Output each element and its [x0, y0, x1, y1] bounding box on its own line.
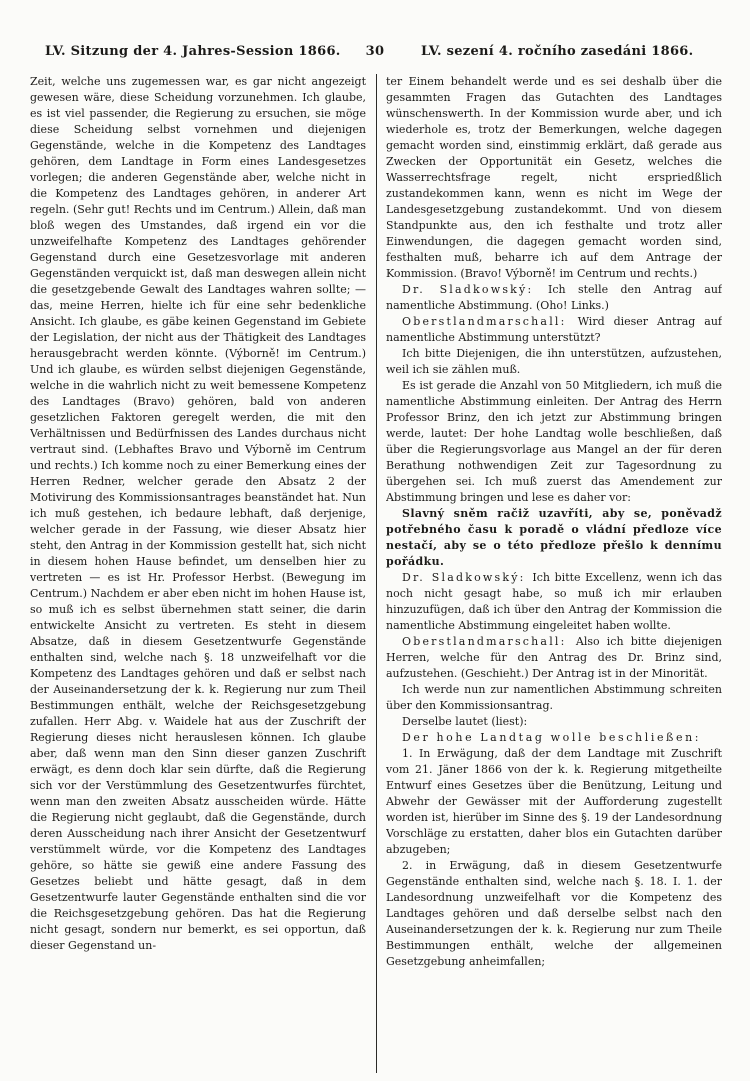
paragraph: Ich bitte Diejenigen, die ihn unterstützen, aufzustehen, weil ich sie zählen muß.	[386, 347, 722, 376]
paragraph: Oberstlandmarschall: Wird dieser Antrag auf namentliche Abstimmung unterstützt?	[386, 315, 722, 344]
two-column-text-block	[30, 74, 722, 1073]
paragraph: Derselbe lautet (liest):	[402, 715, 528, 728]
page-number: 30	[365, 44, 385, 59]
paragraph: Oberstlandmarschall: Also ich bitte diejenigen Herren, welche für den Antrag des Dr. Brinz sind, aufzustehen. (Geschieht.) Der Antrag ist in der Minorität.	[386, 635, 722, 680]
column-divider-rule	[376, 74, 377, 1073]
header-title-german: LV. Sitzung der 4. Jahres-Session 1866.	[44, 44, 341, 59]
paragraph: Ich werde nun zur namentlichen Abstimmung schreiten über den Kommissionsantrag.	[386, 683, 722, 712]
paragraph: Es ist gerade die Anzahl von 50 Mitgliedern, ich muß die namentliche Abstimmung einleiten. Der Antrag des Herrn Professor Brinz, den ich jetzt zur Abstimmung bringen werde, lautet: Der hohe Landtag wolle beschließen, daß über die Regierungsvorlage aus Mangel an der für deren Berathung nothwendigen Zeit zur Tagesordnung zu übergehen sei. Ich muß zuerst das Amendement zur Abstimmung bringen und lese es daher vor:	[386, 379, 722, 504]
header-title-czech: LV. sezení 4. ročního zasedáni 1866.	[420, 44, 694, 59]
speaker-name: Oberstlandmarschall:	[402, 635, 576, 648]
paragraph: Dr. Sladkowský: Ich stelle den Antrag auf namentliche Abstimmung. (Oho! Links.)	[386, 283, 722, 312]
paragraph: Der hohe Landtag wolle beschließen:	[402, 731, 702, 744]
left-column	[30, 74, 366, 1073]
paragraph: ter Einem behandelt werde und es sei deshalb über die gesammten Fragen das Gutachten des Landtages wünschenswerth. In der Kommission wurde aber, und ich wiederhole es, trotz der Bemerkungen, welche dagegen gemacht worden sind, einstimmig erklärt, daß gerade aus Zwecken der Opportunität ein Gesetz, welches die Wasserrechtsfrage regelt, nicht erspriedßlich zustandekommen kann, wenn es nicht im Wege der Landesgesetzgebung zustandekommt. Und von diesem Standpunkte aus, den ich festhalte und trotz aller Einwendungen, die dagegen gemacht worden sind, festhalten muß, beharre ich auf dem Antrage der Kommission. (Bravo! Výborně! im Centrum und rechts.)	[386, 75, 722, 280]
page-header	[30, 44, 720, 59]
paragraph: 2. in Erwägung, daß in diesem Gesetzentwurfe Gegenstände enthalten sind, welche nach §. 18. I. 1. der Landesordnung unzweifelhaft vor die Kompetenz des Landtages gehören und daß derselbe selbst nach den Auseinandersetzungen der k. k. Regierung nur zum Theile Bestimmungen enthält, welche der allgemeinen Gesetzgebung anheimfallen;	[386, 859, 722, 968]
speaker-name: Dr. Sladkowský:	[402, 283, 548, 296]
right-column	[386, 74, 722, 1073]
paragraph: Slavný sněm račiž uzavříti, aby se, poněvadž potřebného času k poradě o vládní předloze více nestačí, aby se o této předloze přešlo k dennímu pořádku.	[386, 507, 722, 568]
paragraph: Zeit, welche uns zugemessen war, es gar nicht angezeigt gewesen wäre, diese Scheidung vorzunehmen. Ich glaube, es ist viel passender, die Regierung zu ersuchen, sie möge diese Scheidung selbst vornehmen und diejenigen Gegenstände, welche in die Kompetenz des Landtages gehören, dem Landtage in Form eines Landesgesetzes vorlegen; die anderen Gegenstände aber, welche nicht in die Kompetenz des Landtages gehören, in anderer Art regeln. (Sehr gut! Rechts und im Centrum.) Allein, daß man bloß wegen des Umstandes, daß irgend ein vor die unzweifelhafte Kompetenz des Landtages gehörender Gegenstand durch eine Gesetzesvorlage mit anderen Gegenständen verquickt ist, daß man deswegen allein nicht die gesetzgebende Gewalt des Landtages wahren sollte; — das, meine Herren, hielte ich für eine sehr bedenkliche Ansicht. Ich glaube, es gäbe keinen Gegenstand im Gebiete der Legislation, der nicht aus der Thätigkeit des Landtages herausgebracht werden könnte. (Výborně! im Centrum.) Und ich glaube, es würden selbst diejenigen Gegenstände, welche in die wahrlich nicht zu weit bemessene Kompetenz des Landtages (Bravo) gehören, bald von anderen gesetzlichen Faktoren geregelt werden, die mit den Verhältnissen und Bedürfnissen des Landes durchaus nicht vertraut sind. (Lebhaftes Bravo und Výborně im Centrum und rechts.) Ich komme noch zu einer Bemerkung eines der Herren Redner, welcher gerade den Absatz 2 der Motivirung des Kommissionsantrages beanständet hat. Nun ich muß gestehen, ich bedaure lebhaft, daß derjenige, welcher gerade in der Fassung, wie dieser Absatz hier steht, den Antrag in der Kommission gestellt hat, sich nicht in diesem hohen Hause befindet, um denselben hier zu vertreten — es ist Hr. Professor Herbst. (Bewegung im Centrum.) Nachdem er aber eben nicht im hohen Hause ist, so muß ich es selbst übernehmen statt seiner, die darin entwickelte Ansicht zu vertreten. Es steht in diesem Absatze, daß in diesem Gesetzentwurfe Gegenstände enthalten sind, welche nach §. 18 unzweifelhaft vor die Kompetenz des Landtages gehören und daß er selbst nach der Auseinandersetzung der k. k. Regierung nur zum Theil Bestimmungen enthält, welche der Reichsgesetzgebung zufallen. Herr Abg. v. Waidele hat aus der Zuschrift der Regierung dieses nicht herauslesen können. Ich glaube aber, daß wenn man den Sinn dieser ganzen Zuschrift erwägt, es denn doch klar sein dürfte, daß die Regierung sich vor der Verstümmlung des Gesetzentwurfes fürchtet, wenn man den zweiten Absatz ausscheiden würde. Hätte die Regierung nicht geglaubt, daß die Gegenstände, durch deren Ausscheidung nach ihrer Ansicht der Gesetzentwurf verstümmelt würde, vor die Kompetenz des Landtages gehöre, so hätte sie gewiß eine andere Fassung des Gesetzes beliebt und hätte gesagt, daß in dem Gesetzentwurfe lauter Gegenstände enthalten sind die vor die Reichsgesetzgebung gehören. Das hat die Regierung nicht gesagt, sondern nur bemerkt, es sei opportun, daß dieser Gegenstand un-	[30, 75, 366, 952]
paragraph: 1. In Erwägung, daß der dem Landtage mit Zuschrift vom 21. Jäner 1866 von der k. k. Regierung mitgetheilte Entwurf eines Gesetzes über die Benützung, Leitung und Abwehr der Gewässer mit der Aufforderung zugestellt worden ist, hierüber im Sinne des §. 19 der Landesordnung Vorschläge zu erstatten, daher blos ein Gutachten darüber abzugeben;	[386, 747, 722, 856]
paragraph: Dr. Sladkowský: Ich bitte Excellenz, wenn ich das noch nicht gesagt habe, so muß ich mir erlauben hinzuzufügen, daß ich über den Antrag der Kommission die namentliche Abstimmung eingeleitet haben wollte.	[386, 571, 722, 632]
speaker-name: Dr. Sladkowský:	[402, 571, 533, 584]
speaker-name: Oberstlandmarschall:	[402, 315, 578, 328]
